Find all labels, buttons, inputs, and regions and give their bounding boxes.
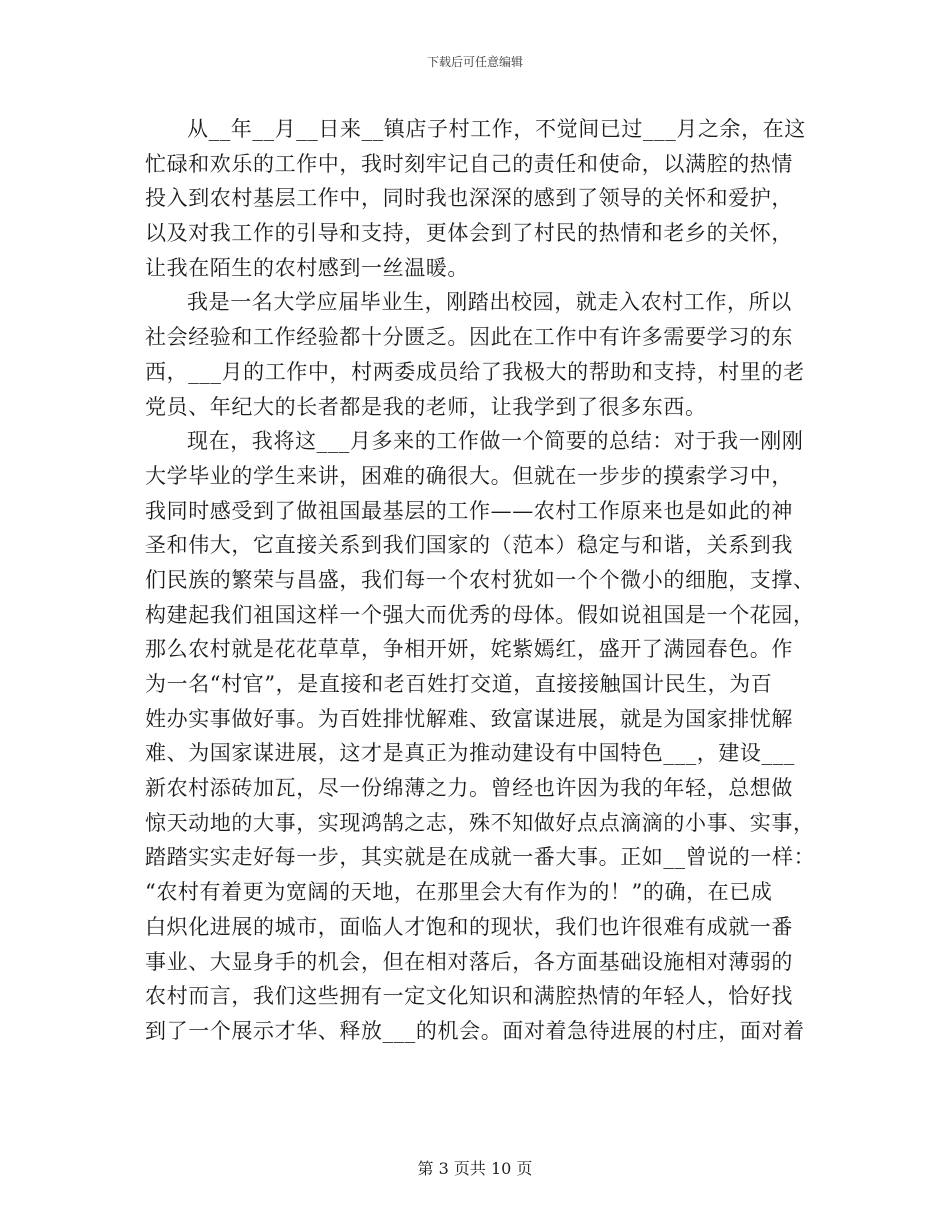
page-header: 下载后可任意编辑 bbox=[426, 55, 523, 69]
text-line: 以及对我工作的引导和支持，更体会到了村民的热情和老乡的关怀， bbox=[145, 221, 793, 246]
text-line: 从__年__月__日来__镇店子村工作，不觉间已过___月之余，在这 bbox=[187, 117, 806, 141]
text-line: 大学毕业的学生来讲，困难的确很大。但就在一步步的摸索学习中， bbox=[145, 463, 793, 488]
text-line: 我是一名大学应届毕业生，刚踏出校园，就走入农村工作，所以 bbox=[187, 290, 792, 315]
text-line: 惊天动地的大事，实现鸿鹄之志，殊不知做好点点滴滴的小事、实事， bbox=[145, 810, 815, 835]
text-line: 新农村添砖加瓦，尽一份绵薄之力。曾经也许因为我的年轻，总想做 bbox=[145, 776, 793, 801]
text-line: 构建起我们祖国这样一个强大而优秀的母体。假如说祖国是一个花园， bbox=[145, 602, 815, 627]
text-line: 西，___月的工作中，村两委成员给了我极大的帮助和支持，村里的老 bbox=[145, 359, 805, 384]
text-line: 到了一个展示才华、释放___的机会。面对着急待进展的村庄，面对着 bbox=[145, 1018, 805, 1043]
text-line: 党员、年纪大的长者都是我的老师，让我学到了很多东西。 bbox=[145, 394, 707, 419]
text-line: 让我在陌生的农村感到一丝温暖。 bbox=[145, 255, 469, 280]
text-line: 农村而言，我们这些拥有一定文化知识和满腔热情的年轻人，恰好找 bbox=[145, 984, 793, 1009]
text-line: 难、为国家谋进展，这才是真正为推动建设有中国特色___，建设___ bbox=[145, 741, 795, 766]
text-line: 踏踏实实走好每一步，其实就是在成就一番大事。正如__曾说的一样： bbox=[145, 845, 816, 870]
text-line: 为一名“村官”，是直接和老百姓打交道，直接接触国计民生，为百 bbox=[145, 672, 773, 696]
text-line: 白炽化进展的城市，面临人才饱和的现状，我们也许很难有成就一番 bbox=[145, 914, 793, 939]
text-line: 圣和伟大，它直接关系到我们国家的（范本）稳定与和谐，关系到我 bbox=[145, 533, 793, 558]
text-line: 忙碌和欢乐的工作中，我时刻牢记自己的责任和使命，以满腔的热情 bbox=[145, 151, 793, 176]
text-line: “农村有着更为宽阔的天地，在那里会大有作为的！”的确，在已成 bbox=[145, 880, 773, 905]
text-line: 社会经验和工作经验都十分匮乏。因此在工作中有许多需要学习的东 bbox=[145, 325, 793, 350]
text-line: 那么农村就是花花草草，争相开妍，姹紫嫣红，盛开了满园春色。作 bbox=[145, 637, 793, 662]
text-line: 我同时感受到了做祖国最基层的工作——农村工作原来也是如此的神 bbox=[145, 498, 793, 523]
text-line: 姓办实事做好事。为百姓排忧解难、致富谋进展，就是为国家排忧解 bbox=[145, 706, 793, 731]
text-line: 投入到农村基层工作中，同时我也深深的感到了领导的关怀和爱护， bbox=[145, 186, 793, 211]
text-line: 现在，我将这___月多来的工作做一个简要的总结：对于我一刚刚 bbox=[187, 429, 804, 454]
text-line: 事业、大显身手的机会，但在相对落后，各方面基础设施相对薄弱的 bbox=[145, 949, 793, 974]
text-line: 们民族的繁荣与昌盛，我们每一个农村犹如一个个微小的细胞，支撑、 bbox=[145, 567, 815, 592]
document-body bbox=[145, 112, 816, 1049]
page-footer: 第 3 页共 10 页 bbox=[417, 1159, 533, 1178]
